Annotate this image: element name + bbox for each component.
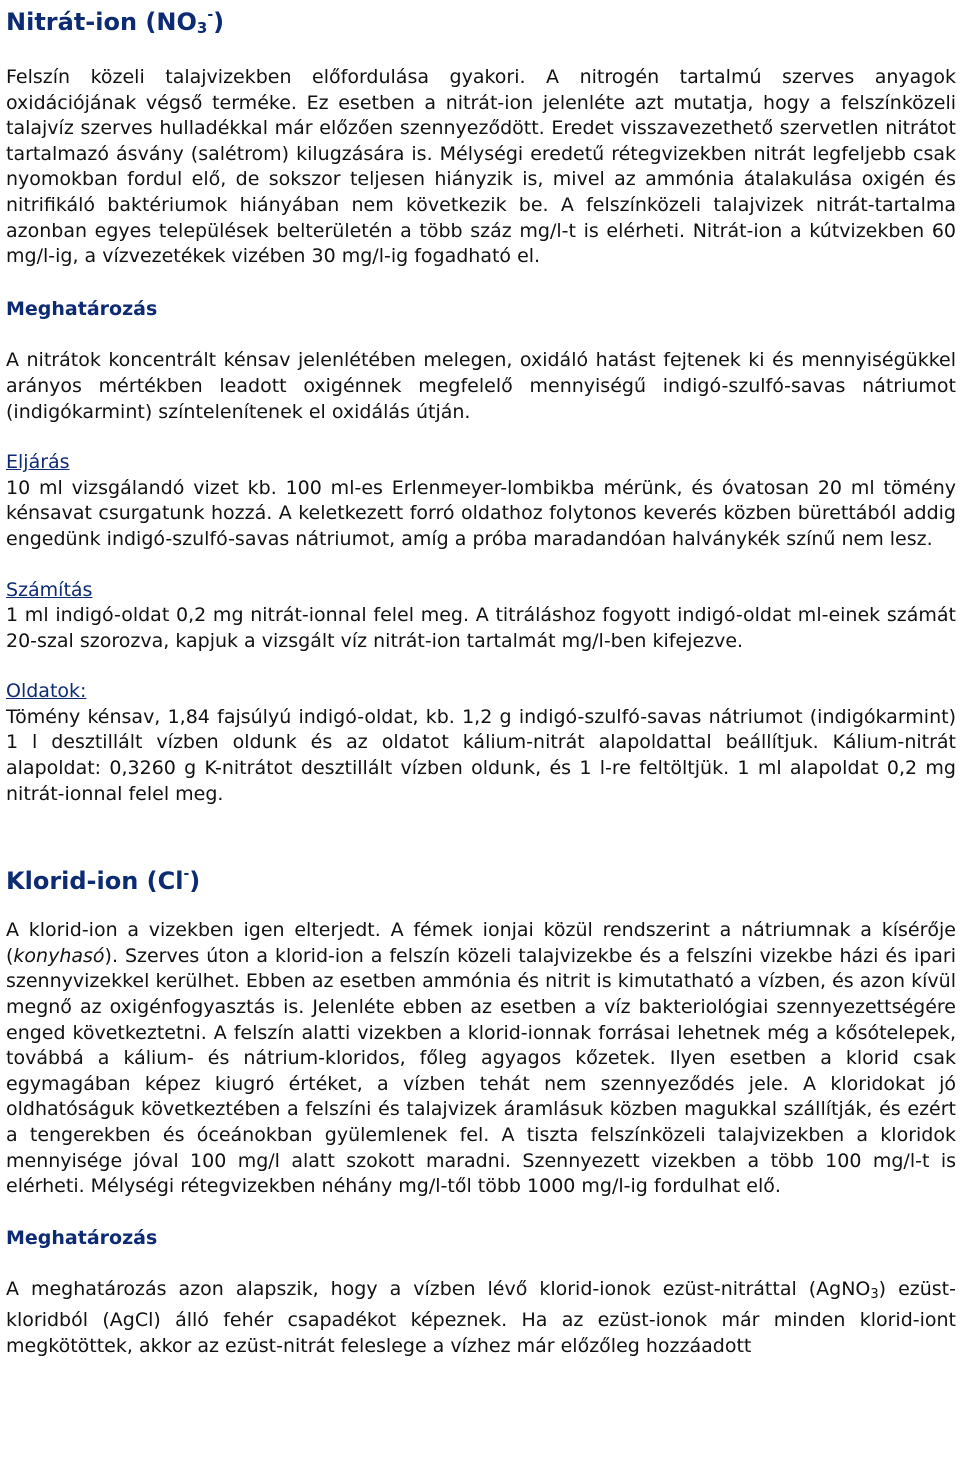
nitrate-calculation-paragraph: 1 ml indigó-oldat 0,2 mg nitrát-ionnal felel meg. A titráláshoz fogyott indigó-oldat ml-einek számát 20-szal szorozva, kapjuk a vizsgált víz nitrát-ion tartalmát mg/l-ben kifejezve. (6, 604, 956, 652)
chloride-intro-part-1: A klorid-ion a vizekben igen elterjedt. A fémek ionjai közül rendszerint a nátriumnak a kísérője ( (6, 919, 956, 967)
chloride-title-close: ) (189, 867, 201, 896)
chloride-determination-part-1: A meghatározás azon alapszik, hogy a vízben lévő klorid-ionok ezüst-nitráttal (AgNO (6, 1278, 871, 1301)
chloride-determination-part-2: ) ezüst-kloridból (AgCl) álló fehér csapadékot képeznek. Ha az ezüst-ionok már minden klorid-iont megkötöttek, akkor az ezüst-nitrát feleslege a vízhez már előzőleg hozzáadott (6, 1278, 956, 1357)
document-page (6, 0, 956, 1359)
chloride-intro-paragraph (6, 918, 956, 1200)
nitrate-section-title (6, 0, 956, 43)
nitrate-intro-paragraph: Felszín közeli talajvizekben előfordulása gyakori. A nitrogén tartalmú szerves anyagok oxidációjának végső terméke. Ez esetben a nitrát-ion jelenléte azt mutatja, hogy a felszínközeli talajvíz szerves hulladékkal már előzően szennyeződött. Eredet visszavezethető szervetlen nitrátot tartalmazó ásvány (salétrom) kilugzására is. Mélységi eredetű rétegvizekben nitrát legfeljebb csak nyomokban fordul elő, de sokszor teljesen hiányzik is, mivel az ammónia átalakulása oxigén és nitrifikáló baktériumok hiányában nem következik be. A felszínközeli talajvizek nitrát-tartalma azonban egyes települések belterületén a több száz mg/l-t is elérheti. Nitrát-ion a kútvizekben 60 mg/l-ig, a vízvezetékek vizében 30 mg/l-ig fogadható el. (6, 66, 956, 268)
nitrate-calculation-heading: Számítás (6, 578, 93, 601)
nitrate-title-close: ) (213, 8, 225, 36)
nitrate-title-subscript: 3 (196, 19, 208, 37)
chloride-section-title (6, 859, 956, 896)
nitrate-procedure-heading: Eljárás (6, 451, 70, 474)
chloride-intro-italic: konyhasó (13, 944, 105, 967)
chloride-title-text: Klorid-ion (Cl (6, 867, 184, 896)
nitrate-title-text: Nitrát-ion (NO (6, 8, 197, 36)
nitrate-determination-paragraph: A nitrátok koncentrált kénsav jelenlétében melegen, oxidáló hatást fejtenek ki és mennyiségükkel arányos mértékben leadott oxigénnek megfelelő mennyiségű indigó-szulfó-savas nátriumot (indigókarmint) színtelenítenek el oxidálás útján. (6, 349, 956, 423)
chloride-determination-subscript: 3 (870, 1287, 879, 1303)
nitrate-determination-heading: Meghatározás (6, 297, 158, 320)
nitrate-title-superscript: - (207, 7, 214, 23)
chloride-intro-part-2: ). Szerves úton a klorid-ion a felszín közeli talajvizekbe és a felszíni vizekbe házi és ipari szennyvizekkel kerülhet. Ebben az esetben ammónia és nitrit is kimutatható a vízben, és azon kívül megnő az oxigénfogyasztás is. Jelenléte ebben az esetben a víz bakteriológiai szennyezettségére enged következtetni. A felszín alatti vizekben a klorid-ionnak forrásai lehetnek még a kősótelepek, továbbá a kálium- és nátrium-kloridos, főleg agyagos kőzetek. Ilyen esetben a klorid csak egymagában képez kiugró értéket, a vízben tehát nem szennyeződés jele. A kloridokat jó oldhatóságuk következtében a felszíni és talajvizek áramlásuk közben magukkal szállítják, és ezért a tengerekben és óceánokban gyülemlenek fel. A tiszta felszínközeli talajvizekben a kloridok mennyisége jóval 100 mg/l alatt szokott maradni. Szennyezett vizekben a több 100 mg/l-t is elérheti. Mélységi rétegvizekben néhány mg/l-től több 1000 mg/l-ig fordulhat elő. (6, 944, 956, 1198)
chloride-determination-paragraph (6, 1277, 956, 1359)
chloride-determination-heading: Meghatározás (6, 1226, 158, 1249)
nitrate-procedure-paragraph: 10 ml vizsgálandó vizet kb. 100 ml-es Erlenmeyer-lombikba mérünk, és óvatosan 20 ml tömény kénsavat csurgatunk hozzá. A keletkezett forró oldathoz folytonos keverés közben bürettából addig engedünk indigó-szulfó-savas nátriumot, amíg a próba maradandóan halványkék színű nem lesz. (6, 476, 956, 550)
nitrate-solutions-paragraph: Tömény kénsav, 1,84 fajsúlyú indigó-oldat, kb. 1,2 g indigó-szulfó-savas nátriumot (indigókarmint) 1 l desztillált vízben oldunk és az oldatot kálium-nitrát alapoldattal beállítjuk. Kálium-nitrát alapoldat: 0,3260 g K-nitrátot desztillált vízben oldunk, és 1 l-re feltöltjük. 1 ml alapoldat 0,2 mg nitrát-ionnal felel meg. (6, 705, 956, 805)
chloride-title-superscript: - (183, 866, 190, 883)
nitrate-solutions-heading: Oldatok: (6, 680, 87, 703)
